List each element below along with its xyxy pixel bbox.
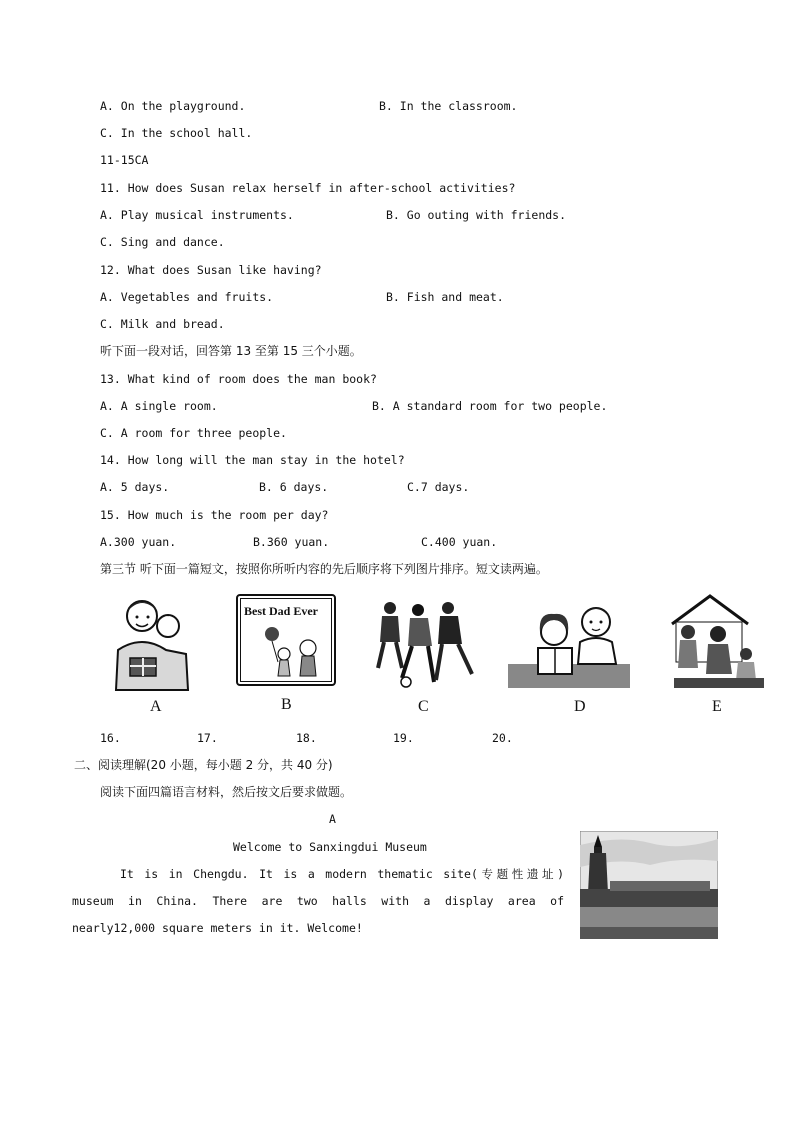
q11-option-c: C. Sing and dance. — [100, 235, 225, 249]
passage-a-letter: A — [329, 812, 336, 826]
q14-question: 14. How long will the man stay in the hotel? — [100, 453, 405, 467]
dialogue-instruction: 听下面一段对话，回答第 13 至第 15 三个小题。 — [100, 344, 362, 358]
order-blank-20: 20. — [492, 731, 513, 745]
picture-c-label: C — [418, 698, 429, 715]
order-blank-16: 16. — [100, 731, 121, 745]
passage-a-line-3: nearly12,000 square meters in it. Welcome! — [72, 921, 363, 935]
q14-option-a: A. 5 days. — [100, 480, 170, 494]
picture-a-hug — [108, 592, 192, 692]
q13-option-b: B. A standard room for two people. — [372, 399, 608, 413]
picture-b-card — [236, 594, 336, 686]
q13-question: 13. What kind of room does the man book? — [100, 372, 377, 386]
q10-option-b: B. In the classroom. — [379, 99, 518, 113]
passage-a-title: Welcome to Sanxingdui Museum — [233, 840, 427, 854]
q11-option-b: B. Go outing with friends. — [386, 208, 567, 222]
q10-option-c: C. In the school hall. — [100, 126, 253, 140]
q15-question: 15. How much is the room per day? — [100, 508, 329, 522]
balloon-children-drawing — [258, 624, 328, 684]
picture-d-reading — [508, 598, 630, 690]
museum-photo — [580, 831, 718, 939]
picture-d-label: D — [574, 698, 586, 715]
part2-title: 二、阅读理解(20 小题，每小题 2 分，共 40 分) — [74, 758, 333, 772]
picture-c-football — [372, 598, 482, 692]
passage-a-line-1: It is in Chengdu. It is a modern thematic site(专题性遗址) — [120, 867, 564, 881]
answer-key: 11-15CA — [100, 153, 149, 167]
q12-question: 12. What does Susan like having? — [100, 263, 322, 277]
q12-option-c: C. Milk and bread. — [100, 317, 225, 331]
q15-option-b: B.360 yuan. — [253, 535, 330, 549]
part2-instruction: 阅读下面四篇语言材料，然后按文后要求做题。 — [100, 785, 353, 799]
q12-option-b: B. Fish and meat. — [386, 290, 504, 304]
order-blank-18: 18. — [296, 731, 317, 745]
picture-b-card-text: Best Dad Ever — [244, 604, 318, 618]
passage-a-line-2: museum in China. There are two halls with a display area of — [72, 894, 564, 908]
order-blank-17: 17. — [197, 731, 218, 745]
q14-option-b: B. 6 days. — [259, 480, 329, 494]
picture-a-label: A — [150, 698, 162, 715]
section3-instruction: 第三节 听下面一篇短文，按照你所听内容的先后顺序将下列图片排序。短文读两遍。 — [100, 562, 548, 576]
order-blank-19: 19. — [393, 731, 414, 745]
q15-option-a: A.300 yuan. — [100, 535, 177, 549]
q11-question: 11. How does Susan relax herself in after-school activities? — [100, 181, 516, 195]
picture-e-label: E — [712, 698, 722, 715]
picture-b-label: B — [281, 696, 292, 713]
q12-option-a: A. Vegetables and fruits. — [100, 290, 274, 304]
q13-option-a: A. A single room. — [100, 399, 218, 413]
q14-option-c: C.7 days. — [407, 480, 470, 494]
q11-option-a: A. Play musical instruments. — [100, 208, 294, 222]
q13-option-c: C. A room for three people. — [100, 426, 287, 440]
q10-option-a: A. On the playground. — [100, 99, 246, 113]
picture-e-family — [670, 594, 768, 692]
q15-option-c: C.400 yuan. — [421, 535, 498, 549]
